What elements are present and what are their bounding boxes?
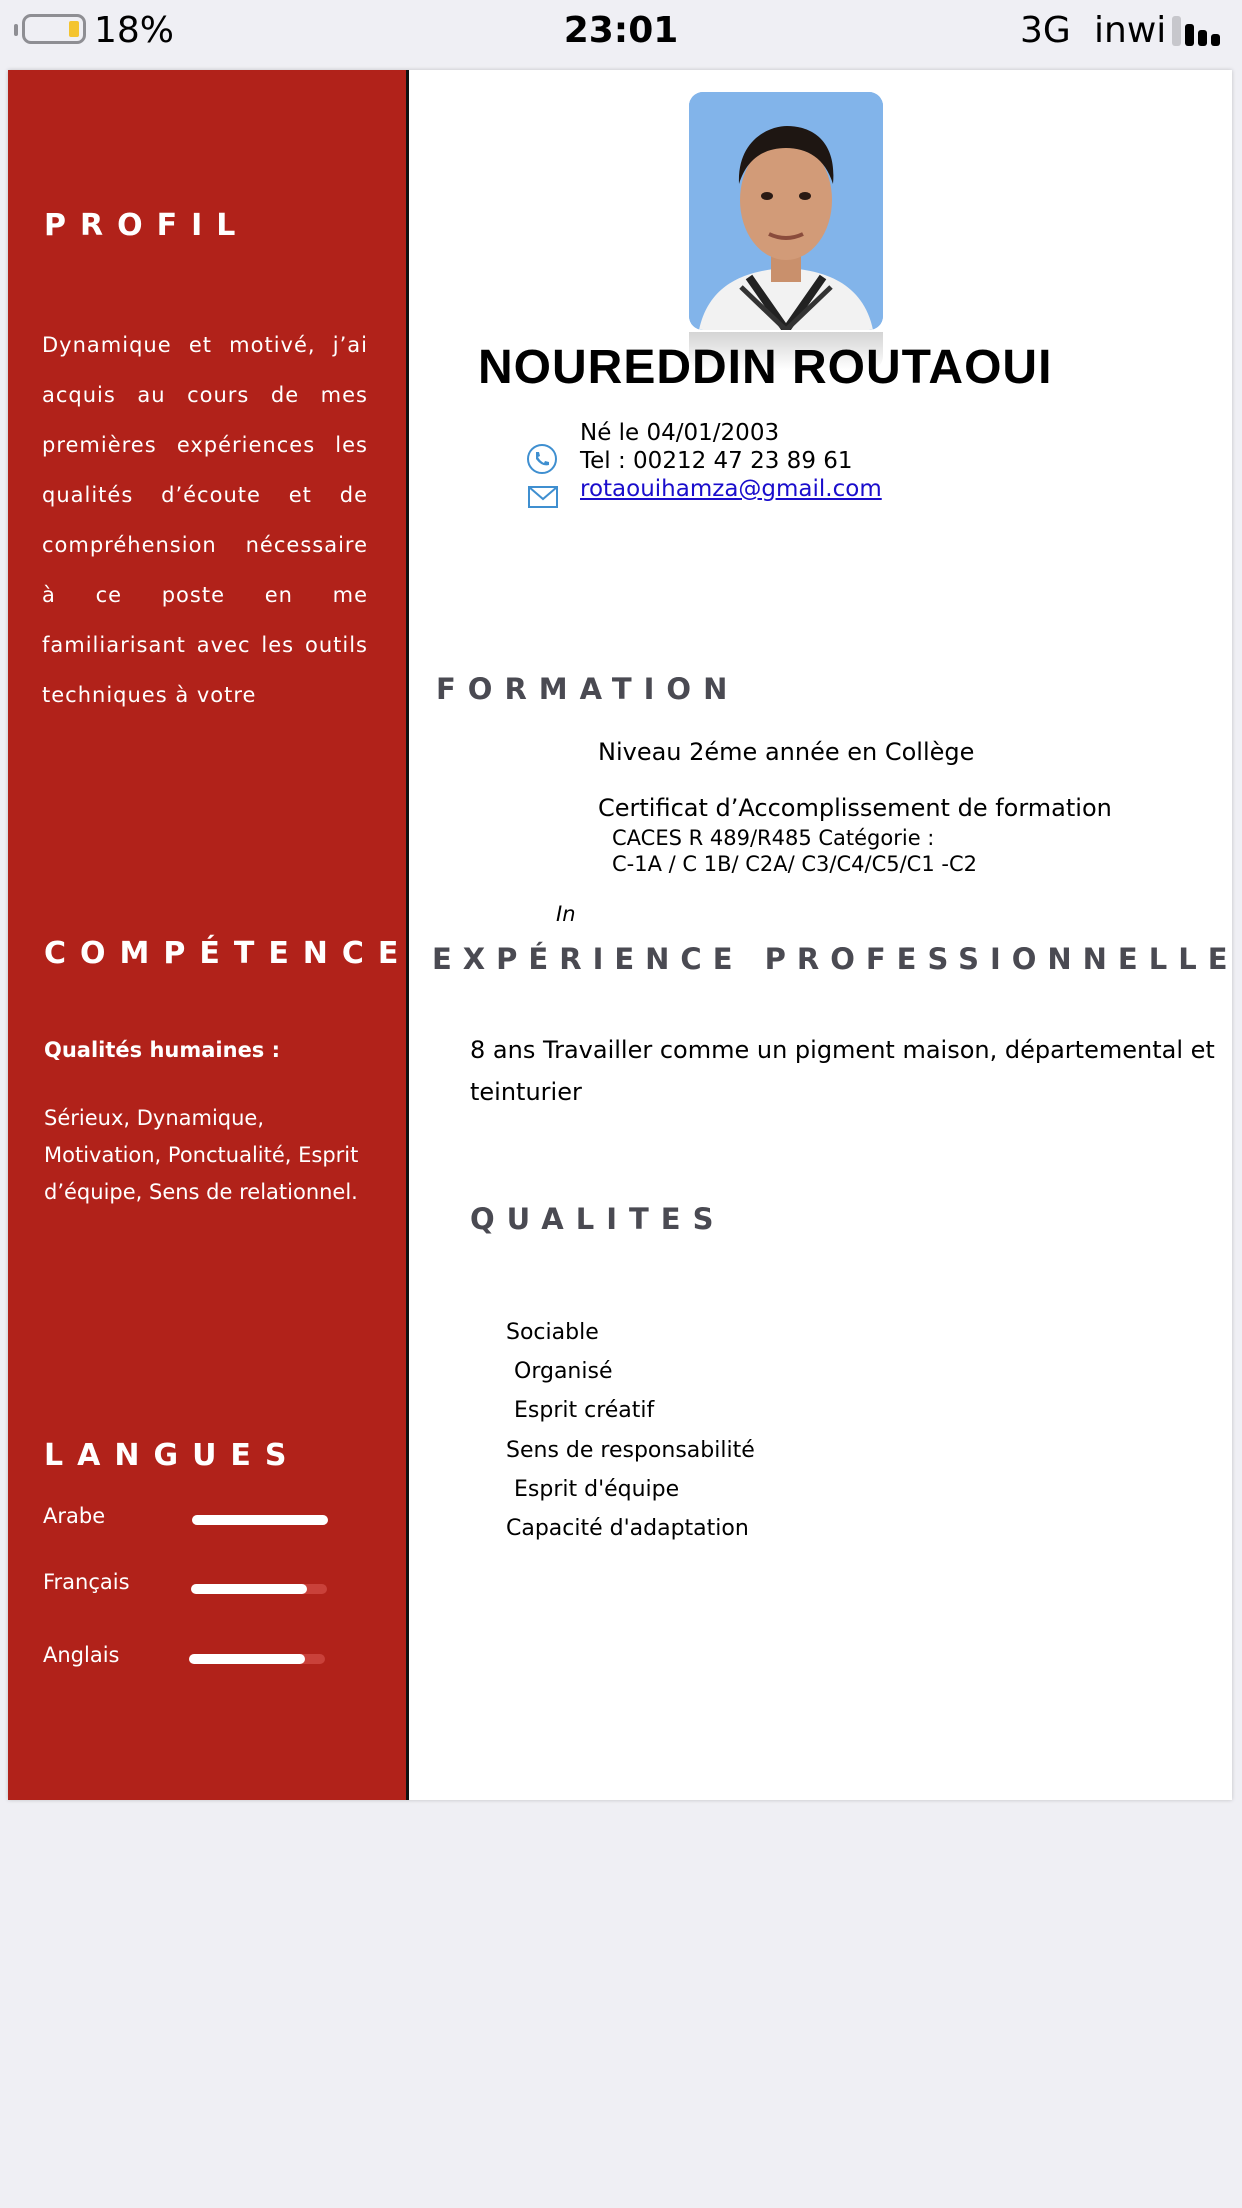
qualite-item: Esprit d'équipe bbox=[514, 1477, 680, 1502]
lang-fill bbox=[192, 1515, 328, 1525]
status-bar bbox=[0, 0, 1242, 62]
lang-bar-francais bbox=[191, 1584, 327, 1594]
lang-fill bbox=[191, 1584, 307, 1594]
qualite-item: Sens de responsabilité bbox=[506, 1438, 755, 1463]
lang-fill bbox=[189, 1654, 305, 1664]
profil-heading: PROFIL bbox=[44, 208, 250, 243]
competences-heading: COMPÉTENCES bbox=[44, 936, 449, 971]
lang-name-francais: Français bbox=[43, 1570, 130, 1594]
clock: 23:01 bbox=[563, 10, 679, 51]
experience-line-2: teinturier bbox=[470, 1078, 582, 1106]
formation-certificate: Certificat d’Accomplissement de formation bbox=[598, 794, 1112, 822]
birth-date: Né le 04/01/2003 bbox=[580, 420, 780, 446]
formation-detail-2: C-1A / C 1B/ C2A/ C3/C4/C5/C1 -C2 bbox=[612, 852, 977, 876]
qualite-item: Esprit créatif bbox=[514, 1398, 655, 1423]
stray-text: In bbox=[556, 902, 576, 926]
qualites-heading: QUALITES bbox=[470, 1202, 726, 1236]
langues-heading: LANGUES bbox=[44, 1438, 301, 1473]
competences-text: Sérieux, Dynamique, Motivation, Ponctualité, Esprit d’équipe, Sens de relationnel. bbox=[44, 1106, 359, 1204]
lang-bar-anglais bbox=[189, 1654, 325, 1664]
qualite-item: Sociable bbox=[506, 1320, 599, 1345]
profile-photo bbox=[689, 92, 883, 330]
profil-text: Dynamique et motivé, j’ai acquis au cours de mes premières expériences les qualités d’écoute et de compréhension nécessaire à ce poste en me familiarisant avec les outils techniques à votre bbox=[42, 333, 368, 707]
cv-sidebar bbox=[8, 70, 449, 1800]
carrier-name: inwi bbox=[1094, 10, 1167, 51]
cv-document bbox=[8, 70, 1239, 1800]
candidate-name: NOUREDDIN ROUTAOUI bbox=[478, 341, 1053, 394]
signal-icon bbox=[1172, 16, 1228, 46]
lang-bar-arabe bbox=[192, 1515, 328, 1525]
formation-detail-1: CACES R 489/R485 Catégorie : bbox=[612, 826, 935, 850]
qualite-item: Organisé bbox=[514, 1359, 613, 1384]
lang-name-arabe: Arabe bbox=[43, 1504, 106, 1528]
formation-level: Niveau 2éme année en Collège bbox=[598, 738, 975, 766]
battery-percent: 18% bbox=[94, 10, 175, 51]
experience-line-1: 8 ans Travailler comme un pigment maison, départemental et bbox=[470, 1036, 1215, 1064]
network-type: 3G bbox=[1020, 10, 1071, 51]
mail-icon bbox=[528, 486, 558, 508]
lang-name-anglais: Anglais bbox=[43, 1643, 120, 1667]
competences-subheading: Qualités humaines : bbox=[44, 1038, 281, 1062]
qualite-item: Capacité d'adaptation bbox=[506, 1516, 749, 1541]
phone-icon bbox=[526, 443, 558, 475]
phone-number: Tel : 00212 47 23 89 61 bbox=[580, 448, 853, 474]
email-link[interactable]: rotaouihamza@gmail.com bbox=[580, 476, 882, 502]
formation-heading: FORMATION bbox=[436, 672, 740, 706]
experience-heading: EXPÉRIENCE PROFESSIONNELLE bbox=[432, 942, 1239, 976]
